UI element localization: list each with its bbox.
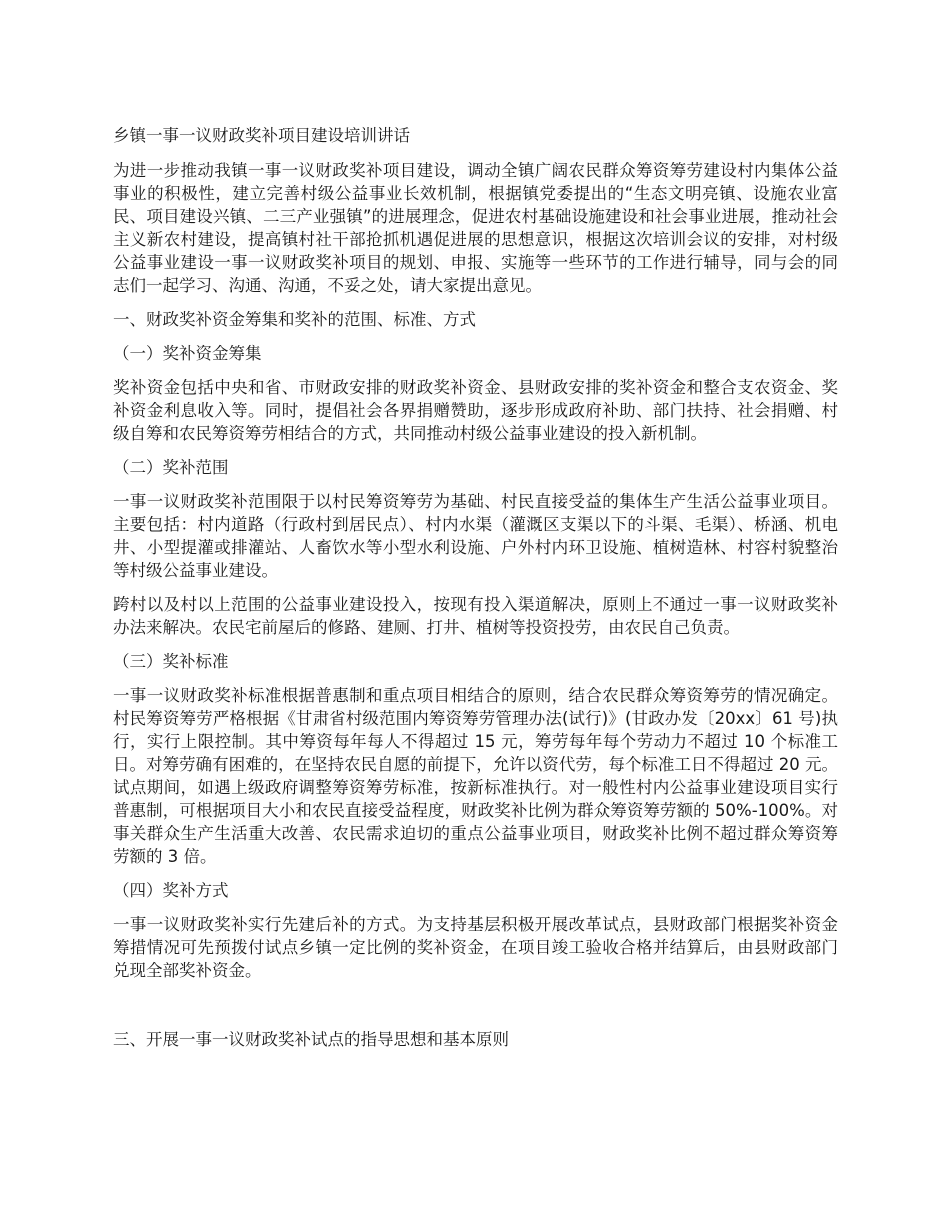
intro-paragraph: 为进一步推动我镇一事一议财政奖补项目建设，调动全镇广阔农民群众筹资筹劳建设村内集体公益事业的积极性，建立完善村级公益事业长效机制，根据镇党委提出的“生态文明亮镇、设施农业富民、项目建设兴镇、二三产业强镇”的进展理念，促进农村基础设施建设和社会事业进展，推动社会主义新农村建设，提高镇村社干部抢抓机遇促进展的思想意识，根据这次培训会议的安排，对村级公益事业建设一事一议财政奖补项目的规划、申报、实施等一些环节的工作进行辅导，同与会的同志们一起学习、沟通、沟通，不妥之处，请大家提出意见。 (113, 161, 838, 295)
section-heading-3: 三、开展一事一议财政奖补试点的指导思想和基本原则 (113, 1030, 509, 1049)
body-paragraph: 一事一议财政奖补实行先建后补的方式。为支持基层积极开展改革试点，县财政部门根据奖补资金筹措情况可先预拨付试点乡镇一定比例的奖补资金，在项目竣工验收合格并结算后，由县财政部门兑现全部奖补资金。 (113, 915, 838, 980)
section-heading-1: 一、财政奖补资金筹集和奖补的范围、标准、方式 (113, 310, 476, 329)
subsection-heading-4: （四）奖补方式 (113, 881, 229, 900)
document-title: 乡镇一事一议财政奖补项目建设培训讲话 (113, 126, 410, 145)
subsection-heading-3: （三）奖补标准 (113, 652, 229, 671)
body-paragraph: 一事一议财政奖补范围限于以村民筹资筹劳为基础、村民直接受益的集体生产生活公益事业项目。主要包括：村内道路（行政村到居民点）、村内水渠（灌溉区支渠以下的斗渠、毛渠）、桥涵、机电井、小型提灌或排灌站、人畜饮水等小型水利设施、户外村内环卫设施、植树造林、村容村貌整治等村级公益事业建设。 (113, 492, 838, 580)
body-paragraph: 一事一议财政奖补标准根据普惠制和重点项目相结合的原则，结合农民群众筹资筹劳的情况确定。村民筹资筹劳严格根据《甘肃省村级范围内筹资筹劳管理办法(试行)》(甘政办发〔20xx〕61 号)执行，实行上限控制。其中筹资每年每人不得超过 15 元，筹劳每年每个劳动力不超过 10 个标准工日。对筹劳确有困难的，在坚持农民自愿的前提下，允许以资代劳，每个标准工日不得超过 20 元。试点期间，如遇上级政府调整筹资筹劳标准，按新标准执行。对一般性村内公益事业建设项目实行普惠制，可根据项目大小和农民直接受益程度，财政奖补比例为群众筹资筹劳额的 50%-100%。对事关群众生产生活重大改善、农民需求迫切的重点公益事业项目，财政奖补比例不超过群众筹资筹劳额的 3 倍。 (113, 686, 838, 866)
body-paragraph: 奖补资金包括中央和省、市财政安排的财政奖补资金、县财政安排的奖补资金和整合支农资金、奖补资金利息收入等。同时，提倡社会各界捐赠赞助，逐步形成政府补助、部门扶持、社会捐赠、村级自筹和农民筹资筹劳相结合的方式，共同推动村级公益事业建设的投入新机制。 (113, 378, 838, 443)
document-page (113, 124, 838, 1062)
body-paragraph: 跨村以及村以上范围的公益事业建设投入，按现有投入渠道解决，原则上不通过一事一议财政奖补办法来解决。农民宅前屋后的修路、建厕、打井、植树等投资投劳，由农民自己负责。 (113, 595, 838, 637)
subsection-heading-2: （二）奖补范围 (113, 458, 229, 477)
subsection-heading-1: （一）奖补资金筹集 (113, 344, 262, 363)
